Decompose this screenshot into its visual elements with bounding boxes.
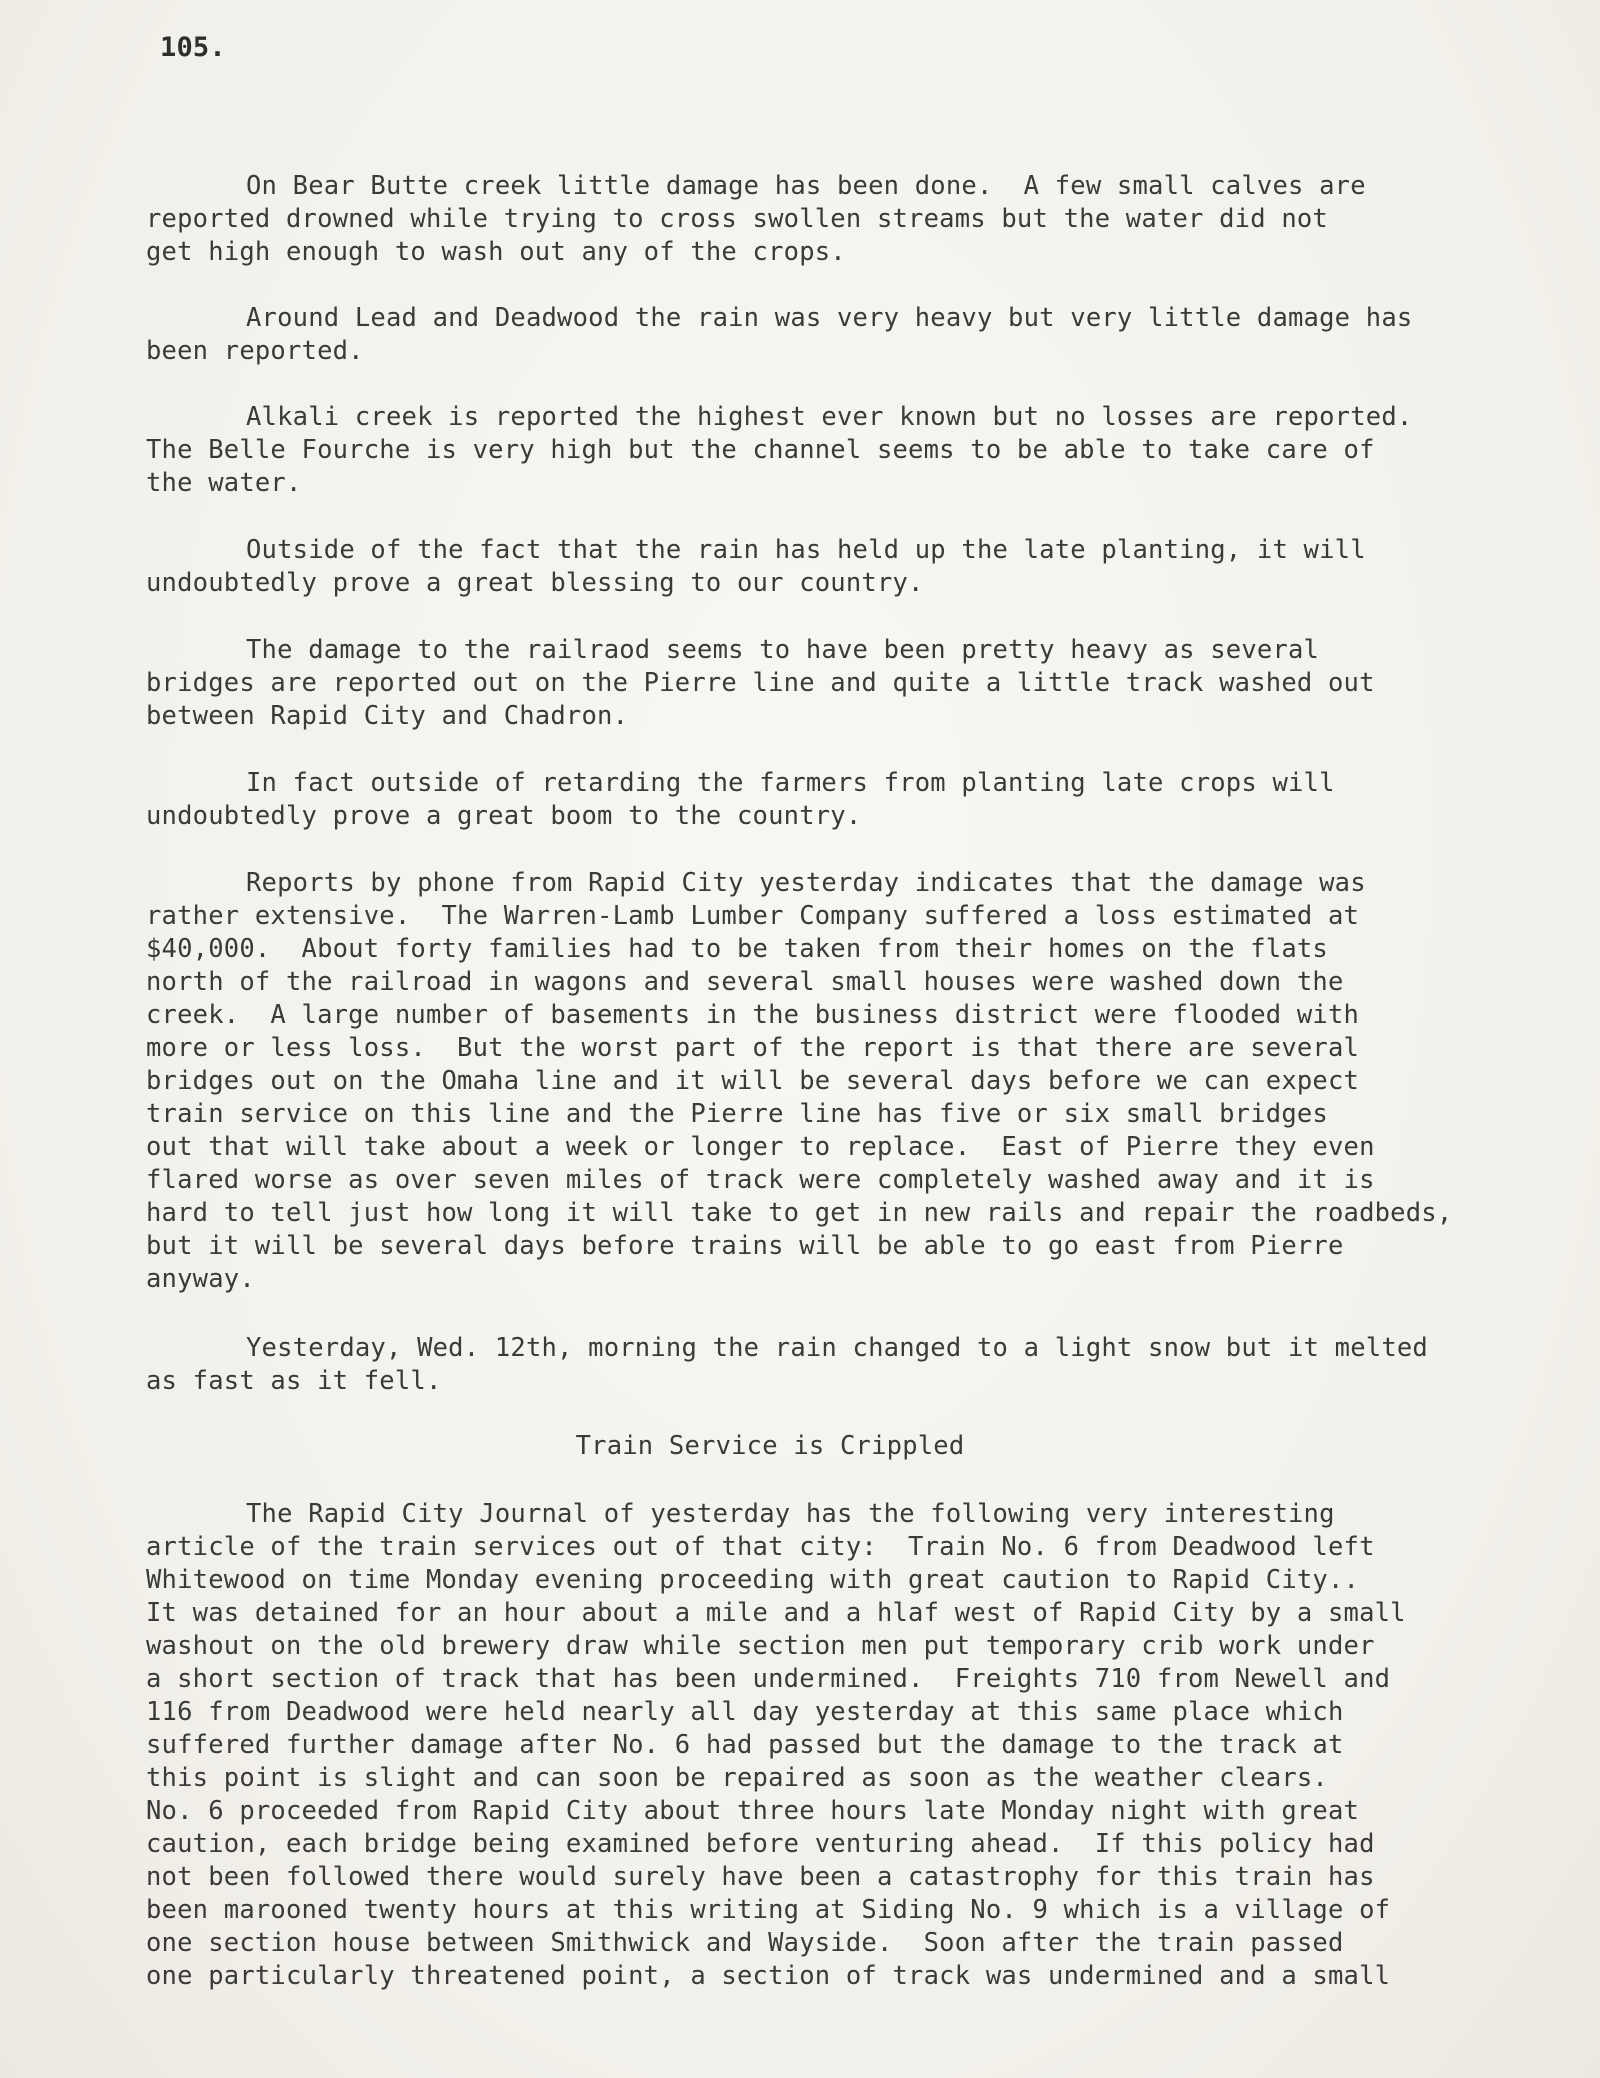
paragraph-retarding-farmers <box>146 767 1546 833</box>
text-line: been reported. <box>146 336 364 366</box>
text-line: not been followed there would surely have been a catastrophy for this train has <box>146 1862 1375 1892</box>
text-line: bridges are reported out on the Pierre line and quite a little track washed out <box>146 668 1375 698</box>
text-line: undoubtedly prove a great blessing to our country. <box>146 568 924 598</box>
text-line: between Rapid City and Chadron. <box>146 701 629 731</box>
text-line: hard to tell just how long it will take to get in new rails and repair the roadbeds, <box>146 1198 1453 1228</box>
text-line: flared worse as over seven miles of track were completely washed away and it is <box>146 1165 1375 1195</box>
text-line: The Rapid City Journal of yesterday has the following very interesting <box>246 1499 1335 1529</box>
text-line: 116 from Deadwood were held nearly all day yesterday at this same place which <box>146 1697 1344 1727</box>
paragraph-lead-deadwood <box>146 302 1546 368</box>
page-number: 105. <box>160 32 226 63</box>
paragraph-train-service <box>146 1498 1546 1993</box>
section-heading: Train Service is Crippled <box>575 1431 965 1461</box>
text-line: The damage to the railraod seems to have been pretty heavy as several <box>246 635 1320 665</box>
text-line: suffered further damage after No. 6 had passed but the damage to the track at <box>146 1730 1344 1760</box>
text-line: north of the railroad in wagons and several small houses were washed down the <box>146 967 1344 997</box>
text-line: $40,000. About forty families had to be taken from their homes on the flats <box>146 934 1328 964</box>
text-line: Alkali creek is reported the highest ever known but no losses are reported. <box>246 402 1413 432</box>
text-line: Yesterday, Wed. 12th, morning the rain changed to a light snow but it melted <box>246 1333 1428 1363</box>
paragraph-bear-butte <box>146 170 1546 269</box>
text-line: creek. A large number of basements in the business district were flooded with <box>146 1000 1360 1030</box>
paragraph-alkali-creek <box>146 401 1546 500</box>
text-line: a short section of track that has been undermined. Freights 710 from Newell and <box>146 1664 1391 1694</box>
text-line: Around Lead and Deadwood the rain was very heavy but very little damage has <box>246 303 1413 333</box>
text-line: the water. <box>146 468 302 498</box>
text-line: washout on the old brewery draw while section men put temporary crib work under <box>146 1631 1375 1661</box>
paragraph-snow <box>146 1332 1546 1398</box>
text-line: out that will take about a week or longer to replace. East of Pierre they even <box>146 1132 1375 1162</box>
text-line: Outside of the fact that the rain has held up the late planting, it will <box>246 535 1366 565</box>
text-line: one particularly threatened point, a section of track was undermined and a small <box>146 1961 1391 1991</box>
text-line: Whitewood on time Monday evening proceeding with great caution to Rapid City.. <box>146 1565 1360 1595</box>
text-line: caution, each bridge being examined before venturing ahead. If this policy had <box>146 1829 1375 1859</box>
text-line: rather extensive. The Warren-Lamb Lumber Company suffered a loss estimated at <box>146 901 1360 931</box>
text-line: The Belle Fourche is very high but the channel seems to be able to take care of <box>146 435 1375 465</box>
text-line: No. 6 proceeded from Rapid City about three hours late Monday night with great <box>146 1796 1360 1826</box>
text-line: article of the train services out of that city: Train No. 6 from Deadwood left <box>146 1532 1375 1562</box>
text-line: this point is slight and can soon be repaired as soon as the weather clears. <box>146 1763 1328 1793</box>
text-line: On Bear Butte creek little damage has been done. A few small calves are <box>246 171 1366 201</box>
text-line: as fast as it fell. <box>146 1366 442 1396</box>
text-line: In fact outside of retarding the farmers from planting late crops will <box>246 768 1335 798</box>
text-line: been marooned twenty hours at this writing at Siding No. 9 which is a village of <box>146 1895 1391 1925</box>
text-line: undoubtedly prove a great boom to the country. <box>146 801 862 831</box>
text-line: more or less loss. But the worst part of the report is that there are several <box>146 1033 1360 1063</box>
text-line: anyway. <box>146 1264 255 1294</box>
text-line: It was detained for an hour about a mile and a hlaf west of Rapid City by a small <box>146 1598 1406 1628</box>
paragraph-rapid-city-reports <box>146 867 1546 1296</box>
paragraph-railroad-damage <box>146 634 1546 733</box>
text-line: but it will be several days before trains will be able to go east from Pierre <box>146 1231 1344 1261</box>
text-line: get high enough to wash out any of the crops. <box>146 237 846 267</box>
text-line: bridges out on the Omaha line and it will be several days before we can expect <box>146 1066 1360 1096</box>
text-line: reported drowned while trying to cross swollen streams but the water did not <box>146 204 1328 234</box>
text-line: one section house between Smithwick and Wayside. Soon after the train passed <box>146 1928 1344 1958</box>
text-line: train service on this line and the Pierre line has five or six small bridges <box>146 1099 1328 1129</box>
paragraph-late-planting <box>146 534 1546 600</box>
text-line: Reports by phone from Rapid City yesterday indicates that the damage was <box>246 868 1366 898</box>
